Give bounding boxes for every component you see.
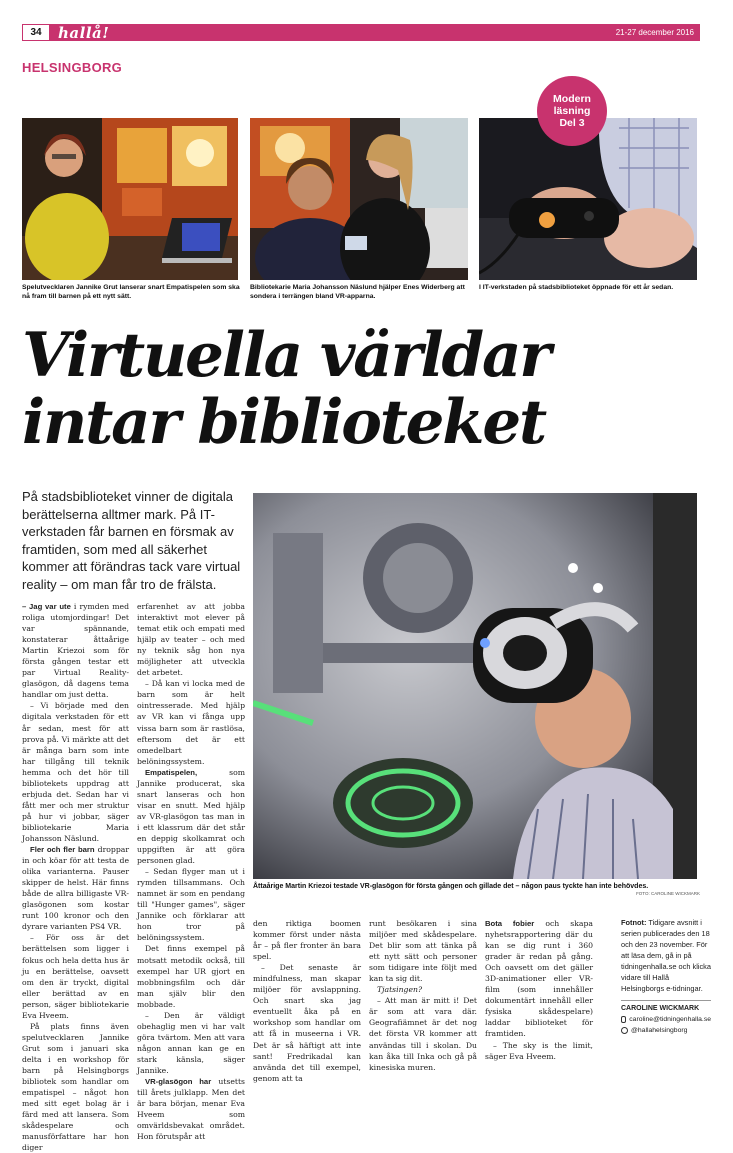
instagram-icon [621, 1027, 628, 1034]
paragraph [137, 1076, 245, 1142]
issue-date: 21-27 december 2016 [615, 28, 694, 37]
paragraph [369, 995, 477, 1072]
photo-vr-controller [479, 118, 697, 280]
series-badge: Modern läsning Del 3 [537, 76, 607, 146]
footnote-text [621, 917, 711, 994]
main-photo-caption: Åttaårige Martin Kriezoi testade VR-glasögon för första gången och gillade det – någon paus tyckte han inte behövdes. [253, 883, 649, 890]
ingress: På stadsbiblioteket vinner de digitala berättelserna alltmer mark. På IT-verkstaden får barnen en försmak av framtiden, som med all säkerhet kommer att förändras tack vare virtual reality – om man får tro de frälsta. [22, 489, 241, 592]
paragraph-lead: Bota fobier [485, 919, 535, 928]
paragraph-text: Tjatsingen? [377, 985, 423, 995]
paragraph-text: som Jannike producerat, ska snart lanseras och hon visar en snutt. Med hjälp av VR-glasögon tas man in i ett klassrum där det står en deppig skolkamrat och uppgiften är att göra personen glad. [137, 767, 245, 866]
paragraph [22, 932, 129, 1020]
paragraph [253, 962, 361, 1084]
paragraph [137, 767, 245, 866]
photo-credit: FOTO: CAROLINE WICKMARK [636, 891, 700, 896]
paragraph [137, 866, 245, 943]
paragraph [369, 984, 477, 995]
paragraph-text: utsetts till årets julklapp. Men det är bara början, menar Eva Hveem som omvärldsbevakat området. Hon förutspår att [137, 1077, 245, 1142]
paragraph-text: droppar in och köar för att testa de olika varianterna. Pauser skipper de helst. Här finns både de allra billigaste VR-glasögonen som kostar runt 100 kronor och den dyrare varianten PS4 VR. [22, 845, 129, 932]
email-row [621, 1014, 711, 1025]
paragraph [137, 1010, 245, 1076]
page-number: 34 [22, 24, 50, 41]
section-label: HELSINGBORG [22, 60, 123, 75]
paragraph-text: – Då kan vi locka med de barn som är helt ointresserade. Med hjälp av VR kan vi fånga upp vissa barn som är rastlösa, eftersom det är ett omedelbart belöningssystem. [137, 679, 245, 766]
paragraph [22, 844, 129, 932]
photo-caption: Bibliotekarie Maria Johansson Näslund hjälper Enes Widerberg att sondera i terrängen bland VR-apparna. [250, 284, 465, 300]
paragraph-text: runt besökaren i sina miljöer med skådespelare. Det blir som att tänka på ett nytt sätt och personer som tidigare inte följt med kan ta sig dit. [369, 919, 477, 984]
paragraph [485, 918, 593, 1040]
paragraph-text: erfarenhet av att jobba interaktivt mot elever på temat etik och empati med hjälp av teater – och med ny teknik såg hon nya möjligheter att utveckla det arbetet. [137, 602, 245, 678]
article-column-3 [253, 918, 361, 1084]
instagram-row [621, 1025, 711, 1036]
article-column-2 [137, 601, 245, 1142]
paragraph-text: – The sky is the limit, säger Eva Hveem. [485, 1040, 593, 1061]
logo: hallå! [58, 23, 110, 42]
instagram-link[interactable]: @hallahelsingborg [631, 1027, 688, 1034]
paragraph [137, 678, 245, 766]
paragraph-text: – Att man är mitt i! Det är som att vara där. Geografiämnet är det nog det första VR kommer att användas till i skolan. Du kan åka till Inka och gå på kinesiska muren. [369, 996, 477, 1072]
article-column-5 [485, 918, 593, 1062]
article-column-1 [22, 601, 129, 1153]
main-photo-vr-boy [253, 493, 697, 879]
paragraph-text: – Den är väldigt obehaglig men vi har valt göra tvärtom. Men att vara någon annan kan ge en stark känsla, säger Jannike. [137, 1010, 245, 1075]
footnote-box [621, 917, 711, 1036]
photo-caption: Spelutvecklaren Jannike Grut lanserar snart Empatispelen som ska nå fram till barnen på ett nytt sätt. [22, 284, 240, 300]
email-icon [621, 1016, 626, 1023]
paragraph-text: – Det senaste är mindfulness, man skapar miljöer för avslappning. Och snart ska jag eventuellt åka på en workshop som handlar om att få in museerna i VR. Det är så häftigt att inte sant! Fredrikadal kan använda det till exempel, genom att ta [253, 963, 361, 1083]
headline: Virtuella världar intar biblioteket [22, 320, 550, 458]
top-bar [22, 24, 700, 41]
paragraph-text: – För oss är det berättelsen som ligger i fokus och hela detta hus är ju en berättelse, oavsett om den är tryckt, digital eller berättad av en person, säger bibliotekarie Eva Hveem. [22, 933, 129, 1020]
paragraph-lead: Empatispelen, [145, 767, 198, 777]
footnote-lead: Fotnot: [621, 918, 647, 927]
paragraph-lead: Fler och fler barn [30, 845, 95, 855]
paragraph-lead: – Jag var ute [22, 602, 71, 611]
paragraph [369, 918, 477, 984]
paragraph [22, 700, 129, 844]
paragraph-text: Det finns exempel på motsatt metodik också, till exempel har UR gjort en mobbningsfilm och där man själv blir den mobbade. [137, 944, 245, 1009]
paragraph-text: den riktiga boomen kommer först under nästa år – på fler fronter än bara spel. [253, 919, 361, 962]
paragraph [137, 943, 245, 1009]
email-link[interactable]: caroline@tidningenhalla.se [629, 1016, 711, 1023]
article-column-4 [369, 918, 477, 1073]
paragraph-text: i rymden med roliga utomjordingar! Det var spännande, konstaterar åttaårige Martin Kriezoi som för första gången testar ett par Virtual Reality-glasögon, då dagens tema handlar om just detta. [22, 602, 129, 700]
paragraph-text: – Sedan flyger man ut i rymden tillsammans. Och namnet är som en pendang till "Hunger games", säger Jannike och förklarar att hon tror på belöningssystem. [137, 867, 245, 943]
photo-librarian-boy [250, 118, 468, 280]
paragraph-text: och skapa nyhetsrapportering där du kan se dig runt i 360 grader är redan på gång. Och oavsett om det gäller 3D-animationer eller VR-film (som innehåller dokumentärt innehåll eller fysiska skådespelare) laddar biblioteket för framtiden. [485, 919, 593, 1039]
paragraph-text: På plats finns även spelutvecklaren Jannike Grut som i januari ska delta i en workshop för barn på Helsingborgs bibliotek som handlar om empatispel – något hon med sitt eget bolag är i färd med att lansera. Som skådespelare och manusförfattare har hon diger [22, 1021, 129, 1153]
paragraph [22, 601, 129, 700]
photo-game-developer [22, 118, 238, 280]
paragraph [22, 1021, 129, 1153]
footnote-body: Tidigare avsnitt i serien publicerades den 18 och den 23 november. För att läsa dem, gå in på tidningenhalla.se och klicka vidare till Hallå Helsingborgs e-tidningar. [621, 918, 711, 993]
paragraph-text: – Vi började med den digitala verkstaden för ett år sedan, mest för att prova på. Vi märkte att det är många barn som inte har tillgång till teknik hemma och det hör till bibliotekets uppdrag att erbjuda det. Sedan har vi fått mer och mer struktur på hur vi jobbar, säger bibliotekarie Maria Johansson Näslund. [22, 701, 129, 843]
paragraph [137, 601, 245, 678]
paragraph [485, 1040, 593, 1062]
paragraph-lead: VR-glasögon har [145, 1077, 212, 1087]
paragraph [253, 918, 361, 962]
photo-caption: I IT-verkstaden på stadsbiblioteket öppnade för ett år sedan. [479, 284, 674, 291]
byline: CAROLINE WICKMARK [621, 1005, 700, 1012]
